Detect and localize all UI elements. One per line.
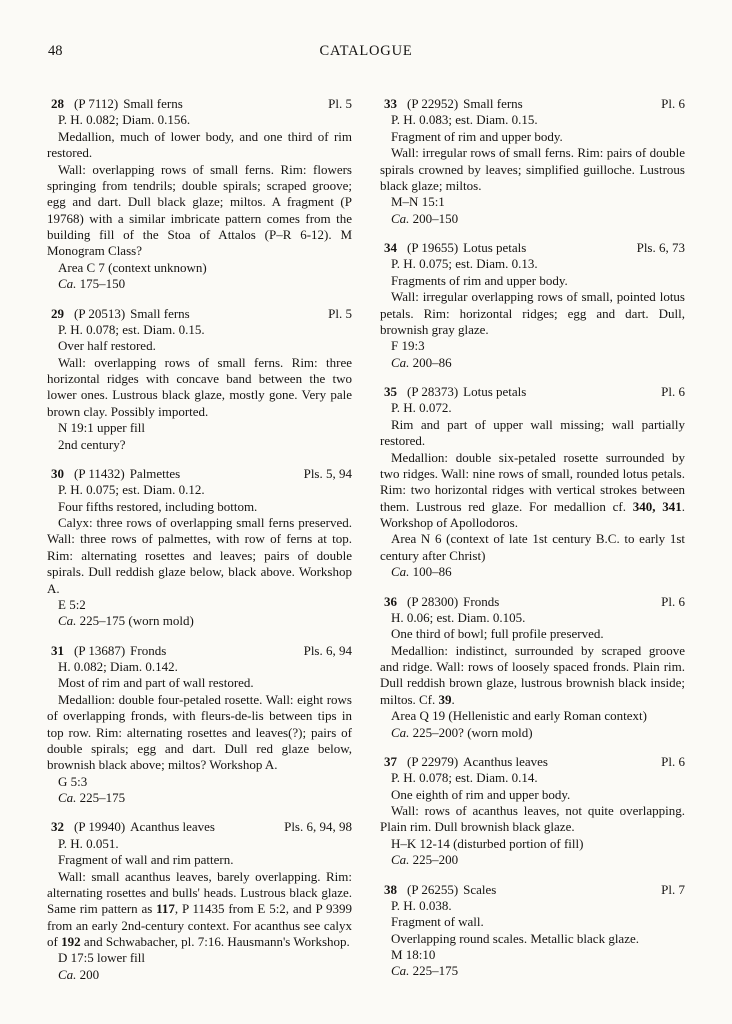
entry-body: [380, 256, 685, 371]
entry-plate-reference: Pls. 6, 94, 98: [284, 819, 352, 835]
entry-head: [47, 96, 352, 112]
entry-head: [47, 466, 352, 482]
entry-date-line: Ca. 225–200: [391, 852, 459, 868]
entry-inventory-number: (P 22952): [407, 96, 459, 111]
entry-plate-reference: Pl. 7: [661, 881, 685, 897]
entry-head: [380, 754, 685, 770]
entry-paragraph: P. H. 0.072.: [391, 400, 452, 416]
entry-plate-reference: Pl. 5: [328, 305, 352, 321]
entry-motif-title: Lotus petals: [463, 384, 527, 399]
entry-paragraph: One third of bowl; full profile preserved.: [391, 626, 604, 642]
entry-plate-reference: Pl. 6: [661, 593, 685, 609]
entry-paragraph: Area Q 19 (Hellenistic and early Roman context): [391, 708, 647, 724]
entry-paragraph: Over half restored.: [58, 338, 156, 354]
entry-number: 37: [384, 753, 397, 769]
entry-paragraph: H. 0.06; est. Diam. 0.105.: [391, 609, 526, 625]
entry-body: [380, 898, 685, 980]
entry-number: 34: [384, 240, 397, 255]
entry-body: [47, 659, 352, 806]
entry-paragraph: Rim and part of upper wall missing; wall partially restored.: [380, 416, 685, 449]
entry-number: 31: [51, 642, 64, 658]
entry-paragraph: Fragment of rim and upper body.: [391, 128, 563, 144]
entry-body: [380, 400, 685, 580]
entry-paragraph: P. H. 0.078; est. Diam. 0.15.: [58, 321, 205, 337]
entry-paragraph: P. H. 0.038.: [391, 897, 452, 913]
entry-paragraph: Medallion: indistinct, surrounded by scraped groove and ridge. Wall: rows of loosely spaced fronds. Plain rim. Dull reddish brown glaze, lustrous brownish black inside; miltos. Cf. 39.: [380, 642, 685, 707]
entry-plate-reference: Pls. 5, 94: [303, 465, 352, 481]
entry-motif-title: Lotus petals: [463, 240, 527, 255]
entry-paragraph: Medallion, much of lower body, and one third of rim restored.: [47, 128, 352, 161]
entry-head: [380, 96, 685, 112]
cross-reference: 117: [156, 901, 175, 917]
entry-paragraph: Wall: overlapping rows of small ferns. Rim: flowers springing from tendrils; double spirals; scraped groove; egg and dart. Dull black glaze; miltos. A fragment (P 19768) with a similar imbricate pattern comes from the building fill of the Stoa of Attalos (P–R 6-12). M Monogram Class?: [47, 161, 352, 259]
entry-motif-title: Acanthus leaves: [130, 819, 215, 835]
entry-head: [380, 384, 685, 400]
cross-reference: 192: [61, 934, 81, 949]
entry-paragraph: Wall: small acanthus leaves, barely overlapping. Rim: alternating rosettes and bulls' heads. Lustrous black glaze. Same rim pattern as 117, P 11435 from E 5:2, and P 9399 from an early 2nd-century context. For acanthus see calyx of 192 and Schwabacher, pl. 7:16. Hausmann's Workshop.: [47, 868, 353, 949]
entry-number: 35: [384, 384, 397, 399]
catalogue-entry: [380, 384, 685, 581]
entry-paragraph: Calyx: three rows of overlapping small ferns preserved. Wall: three rows of palmettes, with row of ferns at top. Rim: alternating rosettes and leaves; pairs of double spirals. Dull reddish glaze below, black above. Workshop A.: [47, 515, 352, 596]
catalogue-entry: [380, 882, 685, 980]
entry-paragraph: F 19:3: [391, 338, 425, 354]
entry-paragraph: Fragment of wall and rim pattern.: [58, 852, 234, 868]
entry-paragraph: Wall: irregular overlapping rows of small, pointed lotus petals. Rim: horizontal ridges; egg and dart. Dull, brownish gray glaze.: [380, 289, 685, 337]
catalogue-entry: [47, 466, 352, 630]
entry-date-line: Ca. 225–175: [58, 790, 126, 805]
entry-inventory-number: (P 13687): [74, 642, 126, 658]
entry-paragraph: N 19:1 upper fill: [58, 420, 146, 436]
entry-paragraph: Fragment of wall.: [391, 914, 484, 930]
cross-reference: 340, 341: [632, 498, 682, 514]
catalogue-entry: [380, 754, 685, 869]
entry-head: [47, 306, 352, 322]
catalogue-columns: [47, 96, 685, 996]
entry-inventory-number: (P 19940): [74, 819, 126, 835]
entry-date-line: Ca. 200–86: [391, 354, 452, 370]
entry-body: [47, 836, 352, 983]
circa-label: Ca.: [391, 564, 410, 580]
entry-motif-title: Acanthus leaves: [463, 753, 548, 769]
entry-paragraph: D 17:5 lower fill: [58, 950, 146, 966]
entry-plate-reference: Pl. 6: [661, 753, 685, 769]
entry-body: [47, 482, 352, 629]
entry-motif-title: Fronds: [130, 642, 167, 658]
circa-label: Ca.: [391, 724, 410, 740]
column-right: [380, 96, 685, 996]
entry-number: 28: [51, 96, 64, 111]
entry-paragraph: Wall: overlapping rows of small ferns. Rim: three horizontal ridges with concave band between the two lower ones. Lustrous black glaze, mostly gone. Very pale brown clay. Possibly imported.: [47, 354, 352, 419]
page-title: CATALOGUE: [319, 43, 413, 59]
entry-number: 29: [51, 305, 64, 321]
entry-paragraph: Area C 7 (context unknown): [58, 259, 207, 275]
entry-head: [47, 643, 352, 659]
entry-paragraph: Medallion: double four-petaled rosette. Wall: eight rows of overlapping fronds, with fleurs-de-lis between tips in top row. Rim: alternating rosettes and leaves(?); pairs of double spirals; egg and dart. Dull red glaze below, brownish black above; miltos? Workshop A.: [47, 691, 352, 773]
entry-number: 36: [384, 593, 397, 609]
entry-paragraph: P. H. 0.075; est. Diam. 0.13.: [391, 256, 538, 272]
entry-paragraph: 2nd century?: [58, 436, 126, 452]
catalogue-entry: [380, 594, 685, 741]
entry-plate-reference: Pl. 5: [328, 96, 352, 111]
entry-paragraph: One eighth of rim and upper body.: [391, 786, 571, 802]
circa-label: Ca.: [58, 613, 77, 629]
entry-number: 33: [384, 96, 397, 111]
entry-body: [47, 322, 352, 453]
entry-body: [380, 610, 685, 741]
entry-number: 30: [51, 465, 64, 481]
entry-inventory-number: (P 26255): [407, 881, 459, 897]
circa-label: Ca.: [58, 790, 77, 805]
entry-paragraph: P. H. 0.083; est. Diam. 0.15.: [391, 112, 538, 128]
circa-label: Ca.: [391, 210, 410, 226]
entry-paragraph: Wall: irregular rows of small ferns. Rim: pairs of double spirals crowned by leaves; simplified guilloche. Lustrous black glaze; miltos.: [380, 145, 685, 193]
entry-inventory-number: (P 11432): [74, 465, 125, 481]
cross-reference: 39: [438, 691, 452, 707]
entry-motif-title: Scales: [463, 881, 497, 897]
entry-inventory-number: (P 22979): [407, 753, 459, 769]
entry-paragraph: H–K 12-14 (disturbed portion of fill): [391, 835, 584, 851]
entry-inventory-number: (P 20513): [74, 305, 126, 321]
entry-date-line: Ca. 225–200? (worn mold): [391, 724, 533, 740]
entry-plate-reference: Pl. 6: [661, 384, 685, 399]
entry-inventory-number: (P 19655): [407, 240, 459, 255]
entry-number: 38: [384, 881, 397, 897]
column-left: [47, 96, 352, 996]
catalogue-entry: [47, 643, 352, 807]
entry-paragraph: Overlapping round scales. Metallic black glaze.: [391, 930, 639, 946]
entry-paragraph: P. H. 0.082; Diam. 0.156.: [58, 112, 191, 128]
entry-plate-reference: Pls. 6, 73: [636, 240, 685, 255]
entry-paragraph: P. H. 0.078; est. Diam. 0.14.: [391, 770, 538, 786]
entry-number: 32: [51, 819, 64, 835]
entry-head: [47, 819, 352, 835]
entry-paragraph: Fragments of rim and upper body.: [391, 272, 568, 288]
entry-paragraph: H. 0.082; Diam. 0.142.: [58, 659, 178, 674]
entry-motif-title: Fronds: [463, 593, 500, 609]
entry-head: [380, 594, 685, 610]
catalogue-entry: [380, 240, 685, 371]
entry-paragraph: P. H. 0.051.: [58, 835, 119, 851]
catalogue-entry: [47, 306, 352, 453]
circa-label: Ca.: [58, 966, 77, 982]
entry-date-line: Ca. 200: [58, 966, 100, 982]
entry-motif-title: Small ferns: [123, 96, 183, 111]
entry-body: [380, 770, 685, 868]
entry-motif-title: Small ferns: [463, 96, 523, 111]
page-number: 48: [48, 43, 63, 59]
entry-body: [380, 112, 685, 227]
entry-plate-reference: Pls. 6, 94: [303, 642, 352, 658]
entry-date-line: Ca. 225–175: [391, 963, 459, 979]
entry-inventory-number: (P 7112): [74, 96, 119, 111]
entry-date-line: Ca. 200–150: [391, 210, 459, 226]
entry-body: [47, 112, 352, 292]
entry-head: [380, 240, 685, 256]
entry-motif-title: Palmettes: [129, 465, 181, 481]
page-header: [47, 42, 685, 62]
entry-paragraph: Medallion: double six-petaled rosette surrounded by two ridges. Wall: nine rows of small, rounded lotus petals. Rim: two horizontal ridges with vertical strokes between them. Lustrous red glaze. For medallion cf. 340, 341. Workshop of Apollodoros.: [380, 449, 685, 530]
catalogue-entry: [380, 96, 685, 227]
catalogue-entry: [47, 96, 352, 293]
entry-paragraph: Four fifths restored, including bottom.: [58, 498, 258, 514]
entry-paragraph: Wall: rows of acanthus leaves, not quite overlapping. Plain rim. Dull brownish black glaze.: [380, 803, 685, 835]
catalogue-entry: [47, 819, 352, 983]
entry-date-line: Ca. 175–150: [58, 276, 126, 292]
circa-label: Ca.: [391, 852, 410, 868]
entry-paragraph: Area N 6 (context of late 1st century B.C. to early 1st century after Christ): [380, 531, 685, 563]
entry-date-line: Ca. 100–86: [391, 564, 452, 580]
entry-paragraph: G 5:3: [58, 773, 88, 789]
circa-label: Ca.: [391, 963, 410, 979]
entry-inventory-number: (P 28300): [407, 593, 459, 609]
entry-plate-reference: Pl. 6: [661, 96, 685, 111]
entry-motif-title: Small ferns: [130, 305, 190, 321]
circa-label: Ca.: [58, 276, 77, 292]
entry-paragraph: E 5:2: [58, 596, 86, 612]
entry-paragraph: Most of rim and part of wall restored.: [58, 675, 254, 691]
entry-paragraph: P. H. 0.075; est. Diam. 0.12.: [58, 482, 205, 498]
entry-date-line: Ca. 225–175 (worn mold): [58, 613, 194, 629]
entry-paragraph: M–N 15:1: [391, 194, 445, 210]
circa-label: Ca.: [391, 354, 410, 370]
entry-inventory-number: (P 28373): [407, 384, 459, 399]
entry-head: [380, 882, 685, 898]
entry-paragraph: M 18:10: [391, 947, 436, 962]
